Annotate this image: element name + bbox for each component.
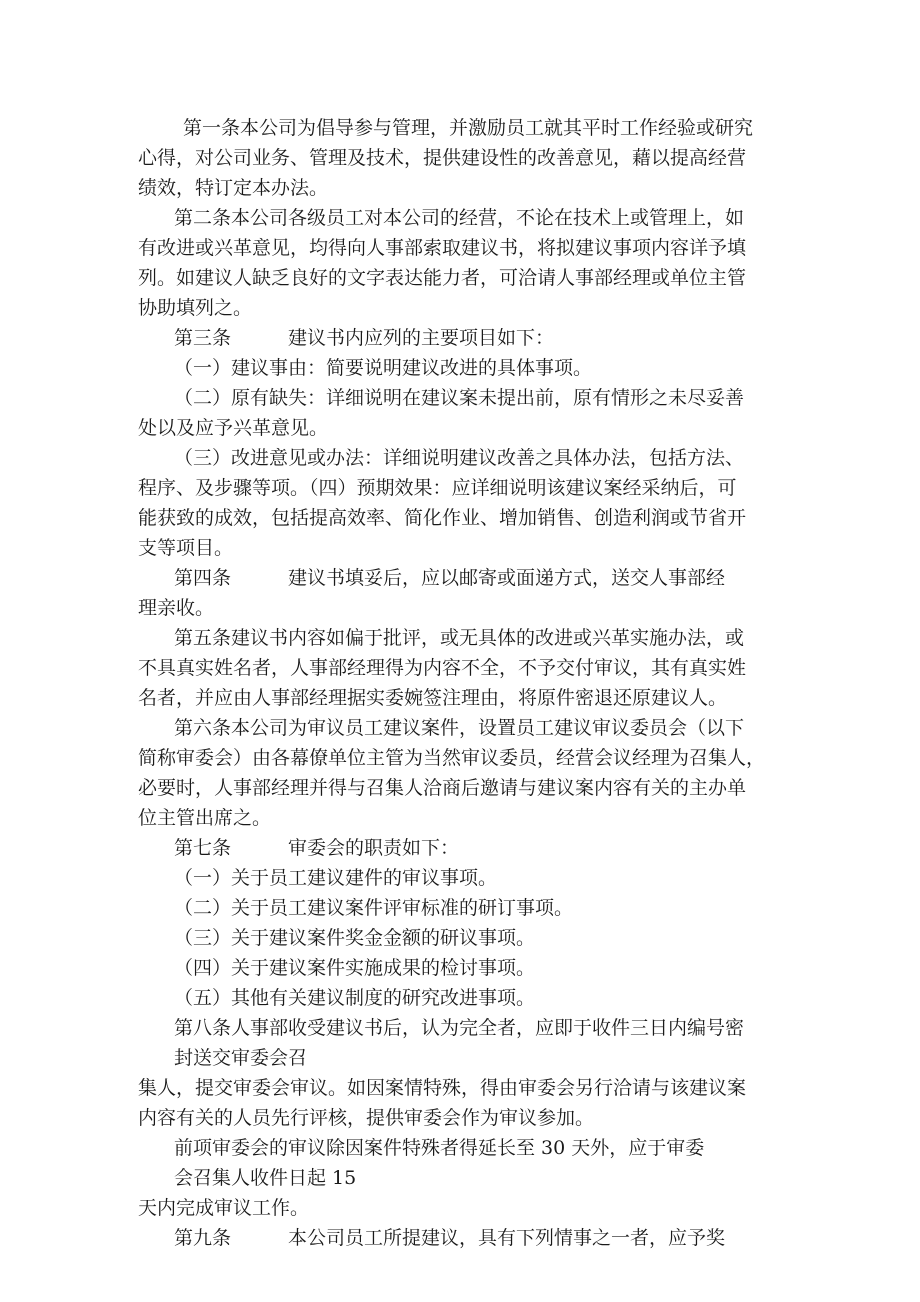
text-line: 第七条 审委会的职责如下： <box>174 837 460 859</box>
text-line: 程序、及步骤等项。（四）预期效果：应详细说明该建议案经采纳后，可 <box>138 477 737 499</box>
text-line: 简称审委会）由各幕僚单位主管为当然审议委员，经营会议经理为召集人， <box>138 747 766 769</box>
text-line: （三）关于建议案件奖金金额的研议事项。 <box>174 927 536 949</box>
text-line: （五）其他有关建议制度的研究改进事项。 <box>174 987 536 1009</box>
text-line: 第四条 建议书填妥后，应以邮寄或面递方式，送交人事部经 <box>174 567 726 589</box>
text-line: 名者，并应由人事部经理据实委婉签注理由，将原件密退还原建议人。 <box>138 687 728 709</box>
text-line: 位主管出席之。 <box>138 807 272 829</box>
text-line: （二）原有缺失：详细说明在建议案未提出前，原有情形之未尽妥善 <box>174 387 745 409</box>
text-line: （一）建议事由：简要说明建议改进的具体事项。 <box>174 357 593 379</box>
text-line: 天内完成审议工作。 <box>138 1197 310 1219</box>
text-line: （二）关于员工建议案件评审标准的研订事项。 <box>174 897 574 919</box>
text-line: 理亲收。 <box>138 597 215 619</box>
text-line: 第八条人事部收受建议书后，认为完全者，应即于收件三日内编号密 <box>174 1017 745 1039</box>
text-line: 第二条本公司各级员工对本公司的经营，不论在技术上或管理上，如 <box>174 207 745 229</box>
text-line: 支等项目。 <box>138 537 234 559</box>
text-line: 集人，提交审委会审议。如因案情特殊，得由审委会另行洽请与该建议案 <box>138 1077 747 1099</box>
text-line: 协助填列之。 <box>138 297 253 319</box>
text-line: 绩效，特订定本办法。 <box>138 177 329 199</box>
text-line: 第三条 建议书内应列的主要项目如下： <box>174 327 555 349</box>
text-line: 心得，对公司业务、管理及技术，提供建设性的改善意见，藉以提高经营 <box>138 147 747 169</box>
text-line: 会召集人收件日起 15 <box>174 1167 357 1189</box>
text-line: 第一条本公司为倡导参与管理，并激励员工就其平时工作经验或研究 <box>183 117 754 139</box>
text-line: 封送交审委会召 <box>174 1047 308 1069</box>
text-line: 能获致的成效，包括提高效率、简化作业、增加销售、创造利润或节省开 <box>138 507 747 529</box>
text-line: （一）关于员工建议建件的审议事项。 <box>174 867 498 889</box>
text-line: 处以及应予兴革意见。 <box>138 417 329 439</box>
text-line: 第六条本公司为审议员工建议案件，设置员工建议审议委员会（以下 <box>174 717 745 739</box>
text-line: 第九条 本公司员工所提建议，具有下列情事之一者，应予奖 <box>174 1227 726 1249</box>
text-line: 内容有关的人员先行评核，提供审委会作为审议参加。 <box>138 1107 595 1129</box>
text-line: 不具真实姓名者，人事部经理得为内容不全，不予交付审议，其有真实姓 <box>138 657 747 679</box>
text-line: （四）关于建议案件实施成果的检讨事项。 <box>174 957 536 979</box>
text-line: （三）改进意见或办法：详细说明建议改善之具体办法，包括方法、 <box>174 447 745 469</box>
text-line: 列。如建议人缺乏良好的文字表达能力者，可洽请人事部经理或单位主管 <box>138 267 747 289</box>
text-line: 有改进或兴革意见，均得向人事部索取建议书，将拟建议事项内容详予填 <box>138 237 747 259</box>
text-line: 必要时，人事部经理并得与召集人洽商后邀请与建议案内容有关的主办单 <box>138 777 747 799</box>
text-line: 第五条建议书内容如偏于批评，或无具体的改进或兴革实施办法，或 <box>174 627 745 649</box>
text-line: 前项审委会的审议除因案件特殊者得延长至 30 天外，应于审委 <box>174 1137 705 1159</box>
